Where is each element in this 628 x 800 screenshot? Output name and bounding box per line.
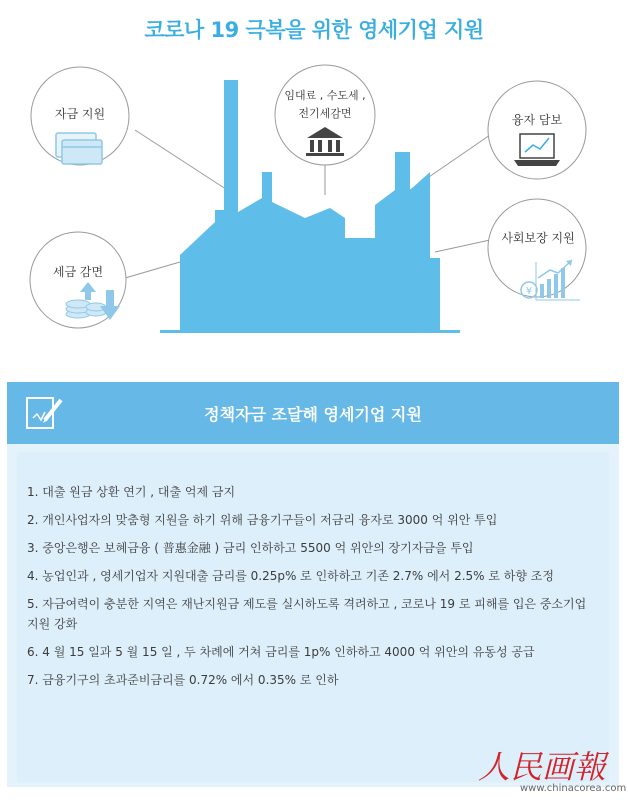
credit-card-icon <box>56 133 102 164</box>
list-item: 6. 4 월 15 일과 5 월 15 일 , 두 차례에 거쳐 금리를 1p% 인하하고 4000 억 위안의 유동성 공급 <box>27 645 535 659</box>
list-item: 4. 농업인과 , 영세기업자 지원대출 금리를 0.25p% 로 인하하고 기존 2.7% 에서 2.5% 로 하향 조정 <box>27 569 554 583</box>
circle-social-security <box>488 199 586 300</box>
list-item: 2. 개인사업자의 맞춤형 지원을 하기 위해 금융기구들이 저금리 융자로 3000 억 위안 투입 <box>27 513 498 527</box>
panel-title: 정책자금 조달해 영세기업 지원 <box>204 405 422 424</box>
list-item: 1. 대출 원금 상환 연기 , 대출 억제 금지 <box>27 485 236 499</box>
label-loan-collateral: 융자 담보 <box>511 113 563 127</box>
watermark-url: www.chinacorea.com <box>520 783 627 794</box>
watermark-logo-text: 人民画報 <box>478 748 607 786</box>
policy-list <box>27 482 609 698</box>
label-funding: 자금 지원 <box>54 107 106 121</box>
label-social-security: 사회보장 지원 <box>501 231 575 245</box>
panel-header <box>7 382 619 444</box>
label-tax-reduction: 세금 감면 <box>52 265 104 279</box>
label-rent-utilities <box>270 87 380 123</box>
factory-ground <box>160 330 460 333</box>
page-title: 코로나 19 극복을 위한 영세기업 지원 <box>144 18 484 42</box>
circle-loan-collateral <box>488 81 586 179</box>
factory-infographic <box>0 0 628 370</box>
laptop-chart-icon <box>514 134 560 166</box>
list-item: 3. 중앙은행은 보혜금융 ( 普惠金融 ) 금리 인하하고 5500 억 위안의 장기자금을 투입 <box>27 541 474 555</box>
svg-text:¥: ¥ <box>525 286 533 297</box>
list-item: 5. 자금여력이 충분한 지역은 재난지원금 제도를 실시하도록 격려하고 , 코로나 19 로 피해를 입은 중소기업 지원 강화 <box>27 597 587 631</box>
label-rent-line1: 임대료 , 수도세 , <box>284 89 366 102</box>
label-rent-line2: 전기세감면 <box>298 107 352 120</box>
list-item: 7. 금융기구의 초과준비금리를 0.72% 에서 0.35% 로 인하 <box>27 673 339 687</box>
